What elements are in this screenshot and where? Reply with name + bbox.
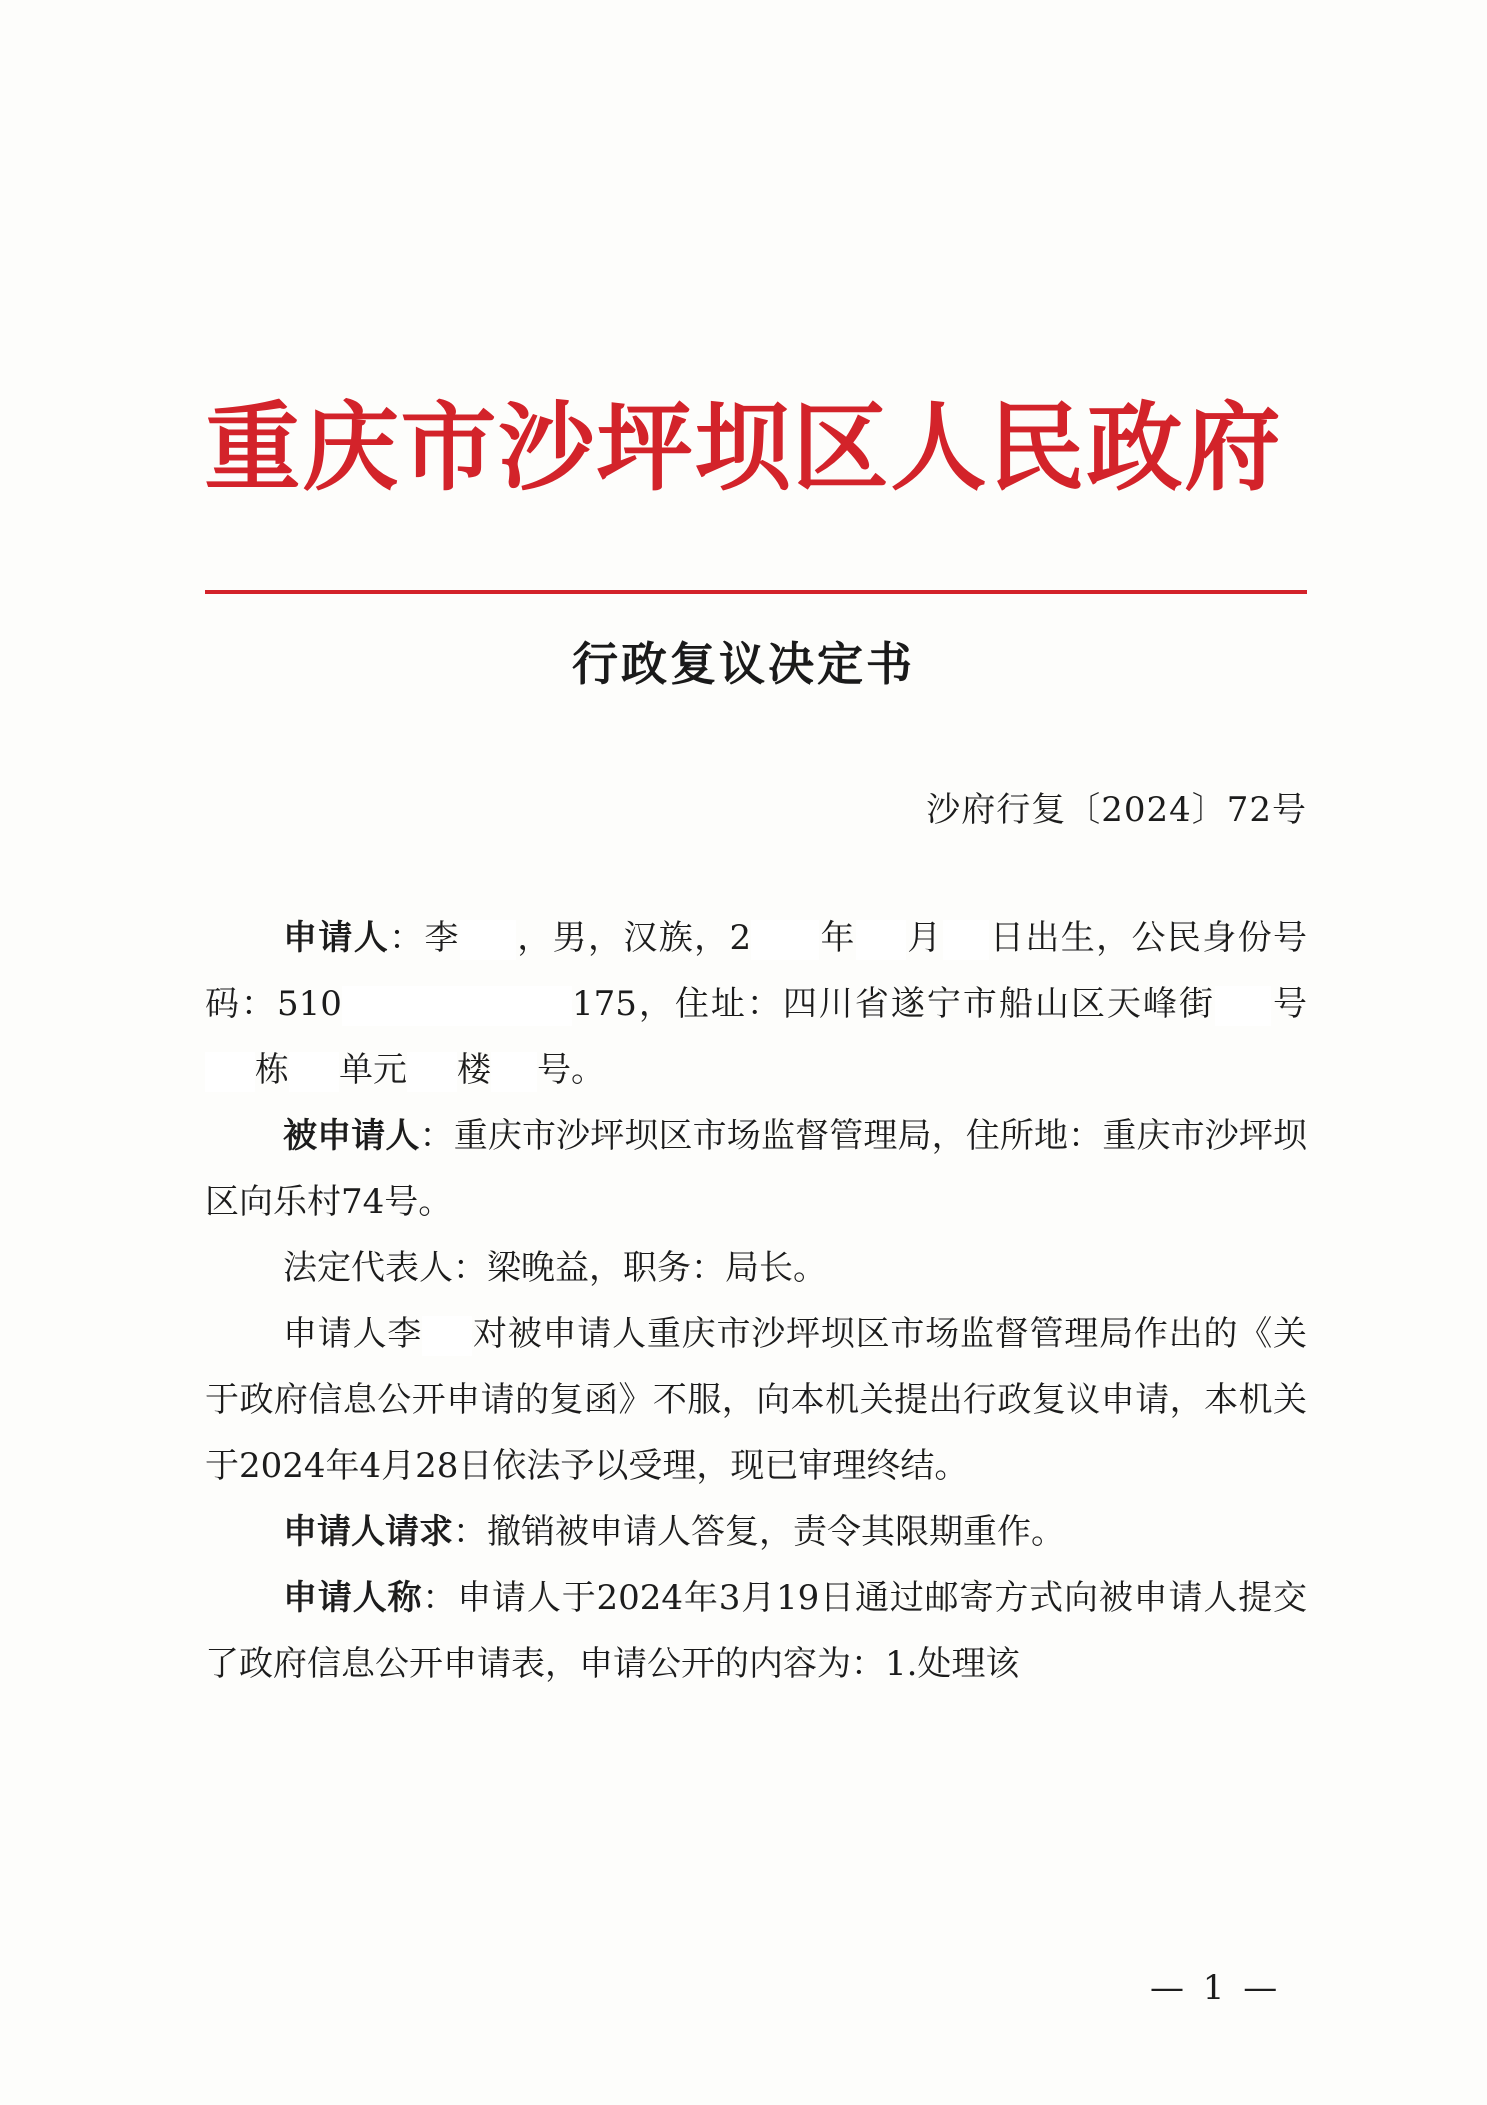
issuing-authority-title: 重庆市沙坪坝区人民政府 [204, 391, 1283, 504]
address-room: 号。 [537, 1050, 605, 1090]
address-text: ，住址：四川省遂宁市船山区天峰街 [636, 984, 1216, 1024]
request-text: ：撤销被申请人答复，责令其限期重作。 [453, 1512, 1065, 1552]
redaction-mask [751, 920, 819, 960]
document-title: 行政复议决定书 [572, 637, 915, 691]
birth-month-word: 月 [905, 918, 943, 958]
statement-text: 对被申请人重庆市沙坪坝区市场监督管理局作出的《关于政府信息公开申请的复函》不服，向本机关提出行政复议申请，本机关于2024年4月28日依法予以受理，现已审理终结。 [205, 1314, 1308, 1486]
claim-text: ：申请人于2024年3月19日通过邮寄方式向被申请人提交了政府信息公开申请表，申请公开的内容为：1.处理该 [205, 1578, 1308, 1684]
statement-paragraph [205, 1301, 1307, 1499]
redaction-mask [342, 986, 572, 1026]
redaction-mask [205, 1052, 255, 1092]
applicant-paragraph: 申请人：李 ，男，汉族，2 年 月 日出生，公民身份号码：510 175，住址：四川省遂宁市船山区天峰街 号栋 单元 楼 号。 [205, 918, 1308, 1090]
birth-year-prefix: 2 [729, 918, 752, 958]
address-unit: 单元 [339, 1050, 407, 1090]
redaction-mask [422, 1316, 472, 1356]
claim-paragraph [205, 1565, 1307, 1697]
request-paragraph [205, 1499, 1307, 1565]
birth-day-and-id-label: 日出生，公民身份号码： [205, 918, 1308, 1024]
address-hao: 号 [1271, 984, 1308, 1024]
respondent-text: ：重庆市沙坪坝区市场监督管理局，住所地：重庆市沙坪坝区向乐村74号。 [205, 1116, 1308, 1222]
redaction-mask [1215, 986, 1271, 1026]
id-number-suffix: 175 [571, 984, 637, 1024]
address-dong: 栋 [255, 1050, 289, 1090]
redaction-mask [460, 920, 516, 960]
claim-label: 申请人称 [283, 1578, 423, 1618]
applicant-surname: 李 [424, 918, 460, 958]
page-number: — 1 — [1150, 1968, 1282, 2008]
birth-year-word: 年 [819, 918, 856, 958]
statement-prefix: 申请人李 [283, 1314, 423, 1354]
red-header-rule [205, 590, 1307, 594]
legal-representative-paragraph: 法定代表人：梁晚益，职务：局长。 [283, 1248, 827, 1288]
redaction-mask [289, 1052, 339, 1092]
respondent-paragraph [205, 1103, 1307, 1235]
redaction-mask [491, 1052, 537, 1092]
redaction-mask [943, 920, 989, 960]
document-body [205, 905, 1307, 1697]
respondent-label: 被申请人 [283, 1116, 420, 1156]
redaction-mask [407, 1052, 457, 1092]
address-floor: 楼 [457, 1050, 491, 1090]
document-number: 沙府行复〔2024〕72号 [926, 790, 1307, 830]
applicant-label: 申请人 [283, 918, 390, 958]
redaction-mask [856, 920, 906, 960]
id-number-prefix: 510 [277, 984, 342, 1024]
request-label: 申请人请求 [283, 1512, 453, 1552]
applicant-gender-ethnicity: ，男，汉族， [515, 918, 730, 958]
